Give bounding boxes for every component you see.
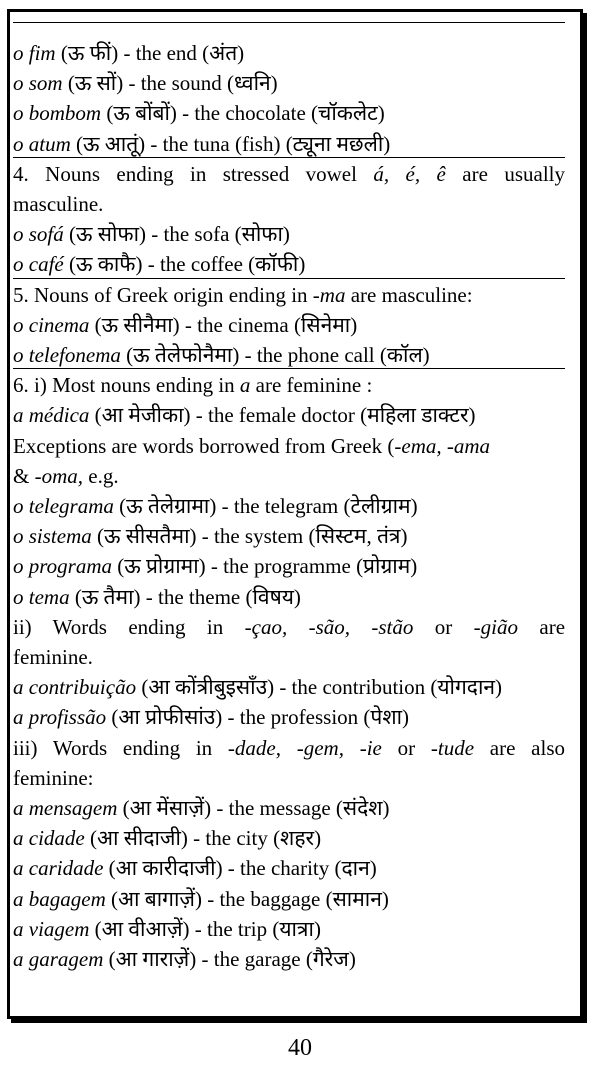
line-11: o telefonema (ऊ तेलेफोनैमा) - the phone call (कॉल)	[13, 343, 430, 368]
line-30: a viagem (आ वीआज़ें) - the trip (यात्रा)	[13, 916, 321, 941]
line-8: o café (ऊ काफै) - the coffee (कॉफी)	[13, 252, 306, 277]
line-19: o tema (ऊ तैमा) - the theme (विषय)	[13, 584, 301, 609]
divider-3	[13, 368, 565, 369]
line-26: a mensagem (आ मेंसाज़ें) - the message (संदेश)	[13, 796, 390, 821]
line-13: a médica (आ मेजीका) - the female doctor (महिला डाक्टर)	[13, 403, 476, 428]
line-3: o bombom (ऊ बोंबों) - the chocolate (चॉकलेट)	[13, 101, 385, 126]
line-17: o sistema (ऊ सीसतैमा) - the system (सिस्टम, तंत्र)	[13, 524, 408, 549]
line-21: feminine.	[13, 645, 93, 670]
line-29: a bagagem (आ बागाज़ें) - the baggage (सामान)	[13, 886, 389, 911]
line-12: 6. i) Most nouns ending in a are feminine :	[13, 373, 373, 398]
page-number: 40	[288, 1035, 312, 1061]
divider-1	[13, 157, 565, 158]
line-27: a cidade (आ सीदाजी) - the city (शहर)	[13, 826, 322, 851]
line-28: a caridade (आ कारीदाजी) - the charity (दान)	[13, 856, 377, 881]
line-24: iii) Words ending in -dade, -gem, -ie or -tude are also	[13, 735, 565, 760]
line-20: ii) Words ending in -çao, -são, -stão or -gião are	[13, 614, 566, 639]
line-25: feminine:	[13, 765, 94, 790]
line-18: o programa (ऊ प्रोग्रामा) - the programme (प्रोग्राम)	[13, 554, 418, 579]
line-23: a profissão (आ प्रोफीसांउ) - the profession (पेशा)	[13, 705, 410, 730]
top-rule	[13, 22, 565, 23]
line-22: a contribuição (आ कोंत्रीबुइसाँउ) - the contribution (योगदान)	[13, 675, 503, 700]
line-14: Exceptions are words borrowed from Greek (-ema, -ama	[13, 433, 491, 458]
line-31: a garagem (आ गाराज़ें) - the garage (गैरेज)	[13, 947, 356, 972]
line-9: 5. Nouns of Greek origin ending in -ma are masculine:	[13, 282, 473, 307]
line-16: o telegrama (ऊ तेलेग्रामा) - the telegram (टेलीग्राम)	[13, 494, 418, 519]
line-1: o fim (ऊ फीं) - the end (अंत)	[13, 41, 245, 65]
line-6: masculine.	[13, 192, 104, 217]
line-2: o som (ऊ सों) - the sound (ध्वनि)	[13, 71, 278, 96]
line-15: & -oma, e.g.	[13, 463, 119, 488]
divider-2	[13, 278, 565, 279]
line-5: 4. Nouns ending in stressed vowel á, é, ê are usually	[13, 161, 566, 186]
line-10: o cinema (ऊ सीनैमा) - the cinema (सिनेमा)	[13, 312, 358, 337]
page-content	[13, 38, 565, 974]
line-4: o atum (ऊ आतूं) - the tuna (fish) (ट्यूना मछली)	[13, 131, 391, 156]
line-7: o sofá (ऊ सोफा) - the sofa (सोफा)	[13, 222, 290, 247]
